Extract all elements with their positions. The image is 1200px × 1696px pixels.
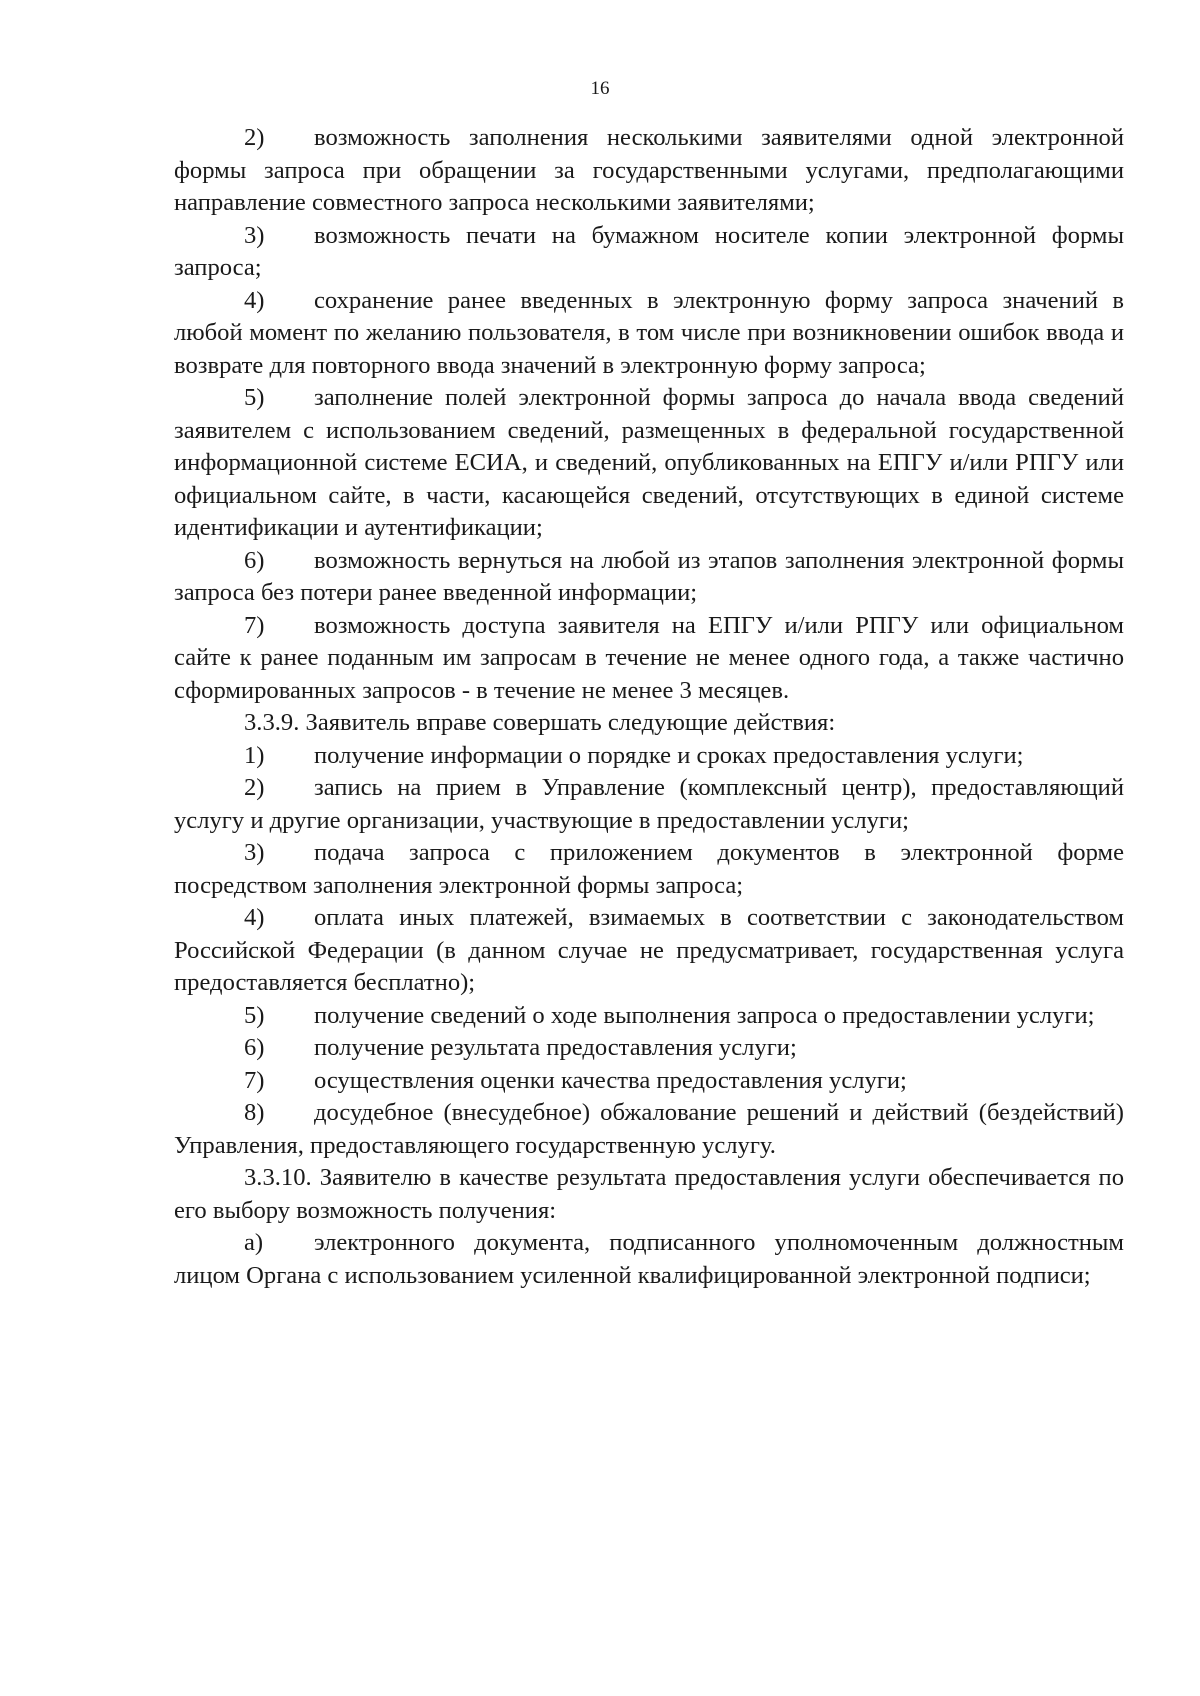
item-text: получение информации о порядке и сроках предоставления услуги; (314, 741, 1024, 769)
item-text: осуществления оценки качества предоставления услуги; (314, 1066, 907, 1094)
section-paragraph (174, 1162, 1124, 1227)
item-text: возможность вернуться на любой из этапов заполнения электронной формы запроса без потери ранее введенной информации; (174, 546, 1124, 606)
list-item (174, 1032, 1124, 1065)
item-text: заполнение полей электронной формы запроса до начала ввода сведений заявителем с использованием сведений, размещенных в федеральной государственной информационной системе ЕСИА, и сведений, опубликованных на ЕПГУ и/или РПГУ или официальном сайте, в части, касающейся сведений, отсутствующих в единой системе идентификации и аутентификации; (174, 384, 1124, 541)
list-item (174, 1000, 1124, 1033)
list-item (174, 837, 1124, 902)
item-text: электронного документа, подписанного уполномоченным должностным лицом Органа с использованием усиленной квалифицированной электронной подписи; (174, 1229, 1124, 1289)
item-number: 6) (244, 1034, 265, 1061)
item-text: оплата иных платежей, взимаемых в соответствии с законодательством Российской Федерации (в данном случае не предусматривает, государственная услуга предоставляется бесплатно); (174, 904, 1124, 996)
item-number: 5) (244, 1001, 265, 1029)
page-number: 16 (590, 78, 610, 99)
item-text: возможность доступа заявителя на ЕПГУ и/или РПГУ или официальном сайте к ранее поданным им запросам в течение не менее одного года, а также частично сформированных запросов - в течение не менее 3 месяцев. (174, 611, 1124, 704)
item-number: 3) (244, 839, 265, 866)
list-item (174, 610, 1124, 708)
list-item (174, 122, 1124, 220)
item-number: 3) (244, 221, 265, 249)
list-item (174, 1065, 1124, 1098)
item-text: возможность заполнения несколькими заявителями одной электронной формы запроса при обращении за государственными услугами, предполагающими направление совместного запроса несколькими заявителями; (174, 124, 1124, 216)
item-number: 7) (244, 1066, 265, 1094)
item-number: 4) (244, 286, 265, 314)
item-number: а) (244, 1229, 264, 1256)
document-body (174, 122, 1124, 1292)
list-item (174, 285, 1124, 383)
item-text: подача запроса с приложением документов в электронной форме посредством заполнения электронной формы запроса; (174, 839, 1124, 899)
list-item (174, 772, 1124, 837)
list-item (174, 1227, 1124, 1292)
item-number: 8) (244, 1099, 265, 1126)
item-text: сохранение ранее введенных в электронную форму запроса значений в любой момент по желанию пользователя, в том числе при возникновении ошибок ввода и возврате для повторного ввода значений в электронную форму запроса; (174, 286, 1124, 379)
section-paragraph (174, 707, 1124, 740)
item-number: 5) (244, 384, 265, 411)
item-number: 7) (244, 611, 265, 639)
item-text: возможность печати на бумажном носителе копии электронной формы запроса; (174, 221, 1124, 281)
item-text: досудебное (внесудебное) обжалование решений и действий (бездействий) Управления, предоставляющего государственную услугу. (174, 1099, 1124, 1159)
list-item (174, 902, 1124, 1000)
item-number: 4) (244, 904, 265, 931)
item-text: запись на прием в Управление (комплексный центр), предоставляющий услугу и другие организации, участвующие в предоставлении услуги; (174, 774, 1124, 834)
list-item (174, 382, 1124, 545)
list-item (174, 220, 1124, 285)
item-text: получение результата предоставления услуги; (314, 1034, 797, 1061)
section-text: Заявителю в качестве результата предоставления услуги обеспечивается по его выбору возможность получения: (174, 1164, 1124, 1224)
item-number: 6) (244, 546, 265, 574)
list-item (174, 740, 1124, 773)
item-number: 2) (244, 774, 265, 801)
item-text: получение сведений о ходе выполнения запроса о предоставлении услуги; (314, 1001, 1095, 1029)
item-number: 1) (244, 741, 265, 769)
section-number: 3.3.9. (244, 709, 300, 736)
list-item (174, 1097, 1124, 1162)
section-number: 3.3.10. (244, 1164, 312, 1191)
list-item (174, 545, 1124, 610)
section-text: Заявитель вправе совершать следующие действия: (299, 709, 836, 736)
item-number: 2) (244, 124, 265, 151)
